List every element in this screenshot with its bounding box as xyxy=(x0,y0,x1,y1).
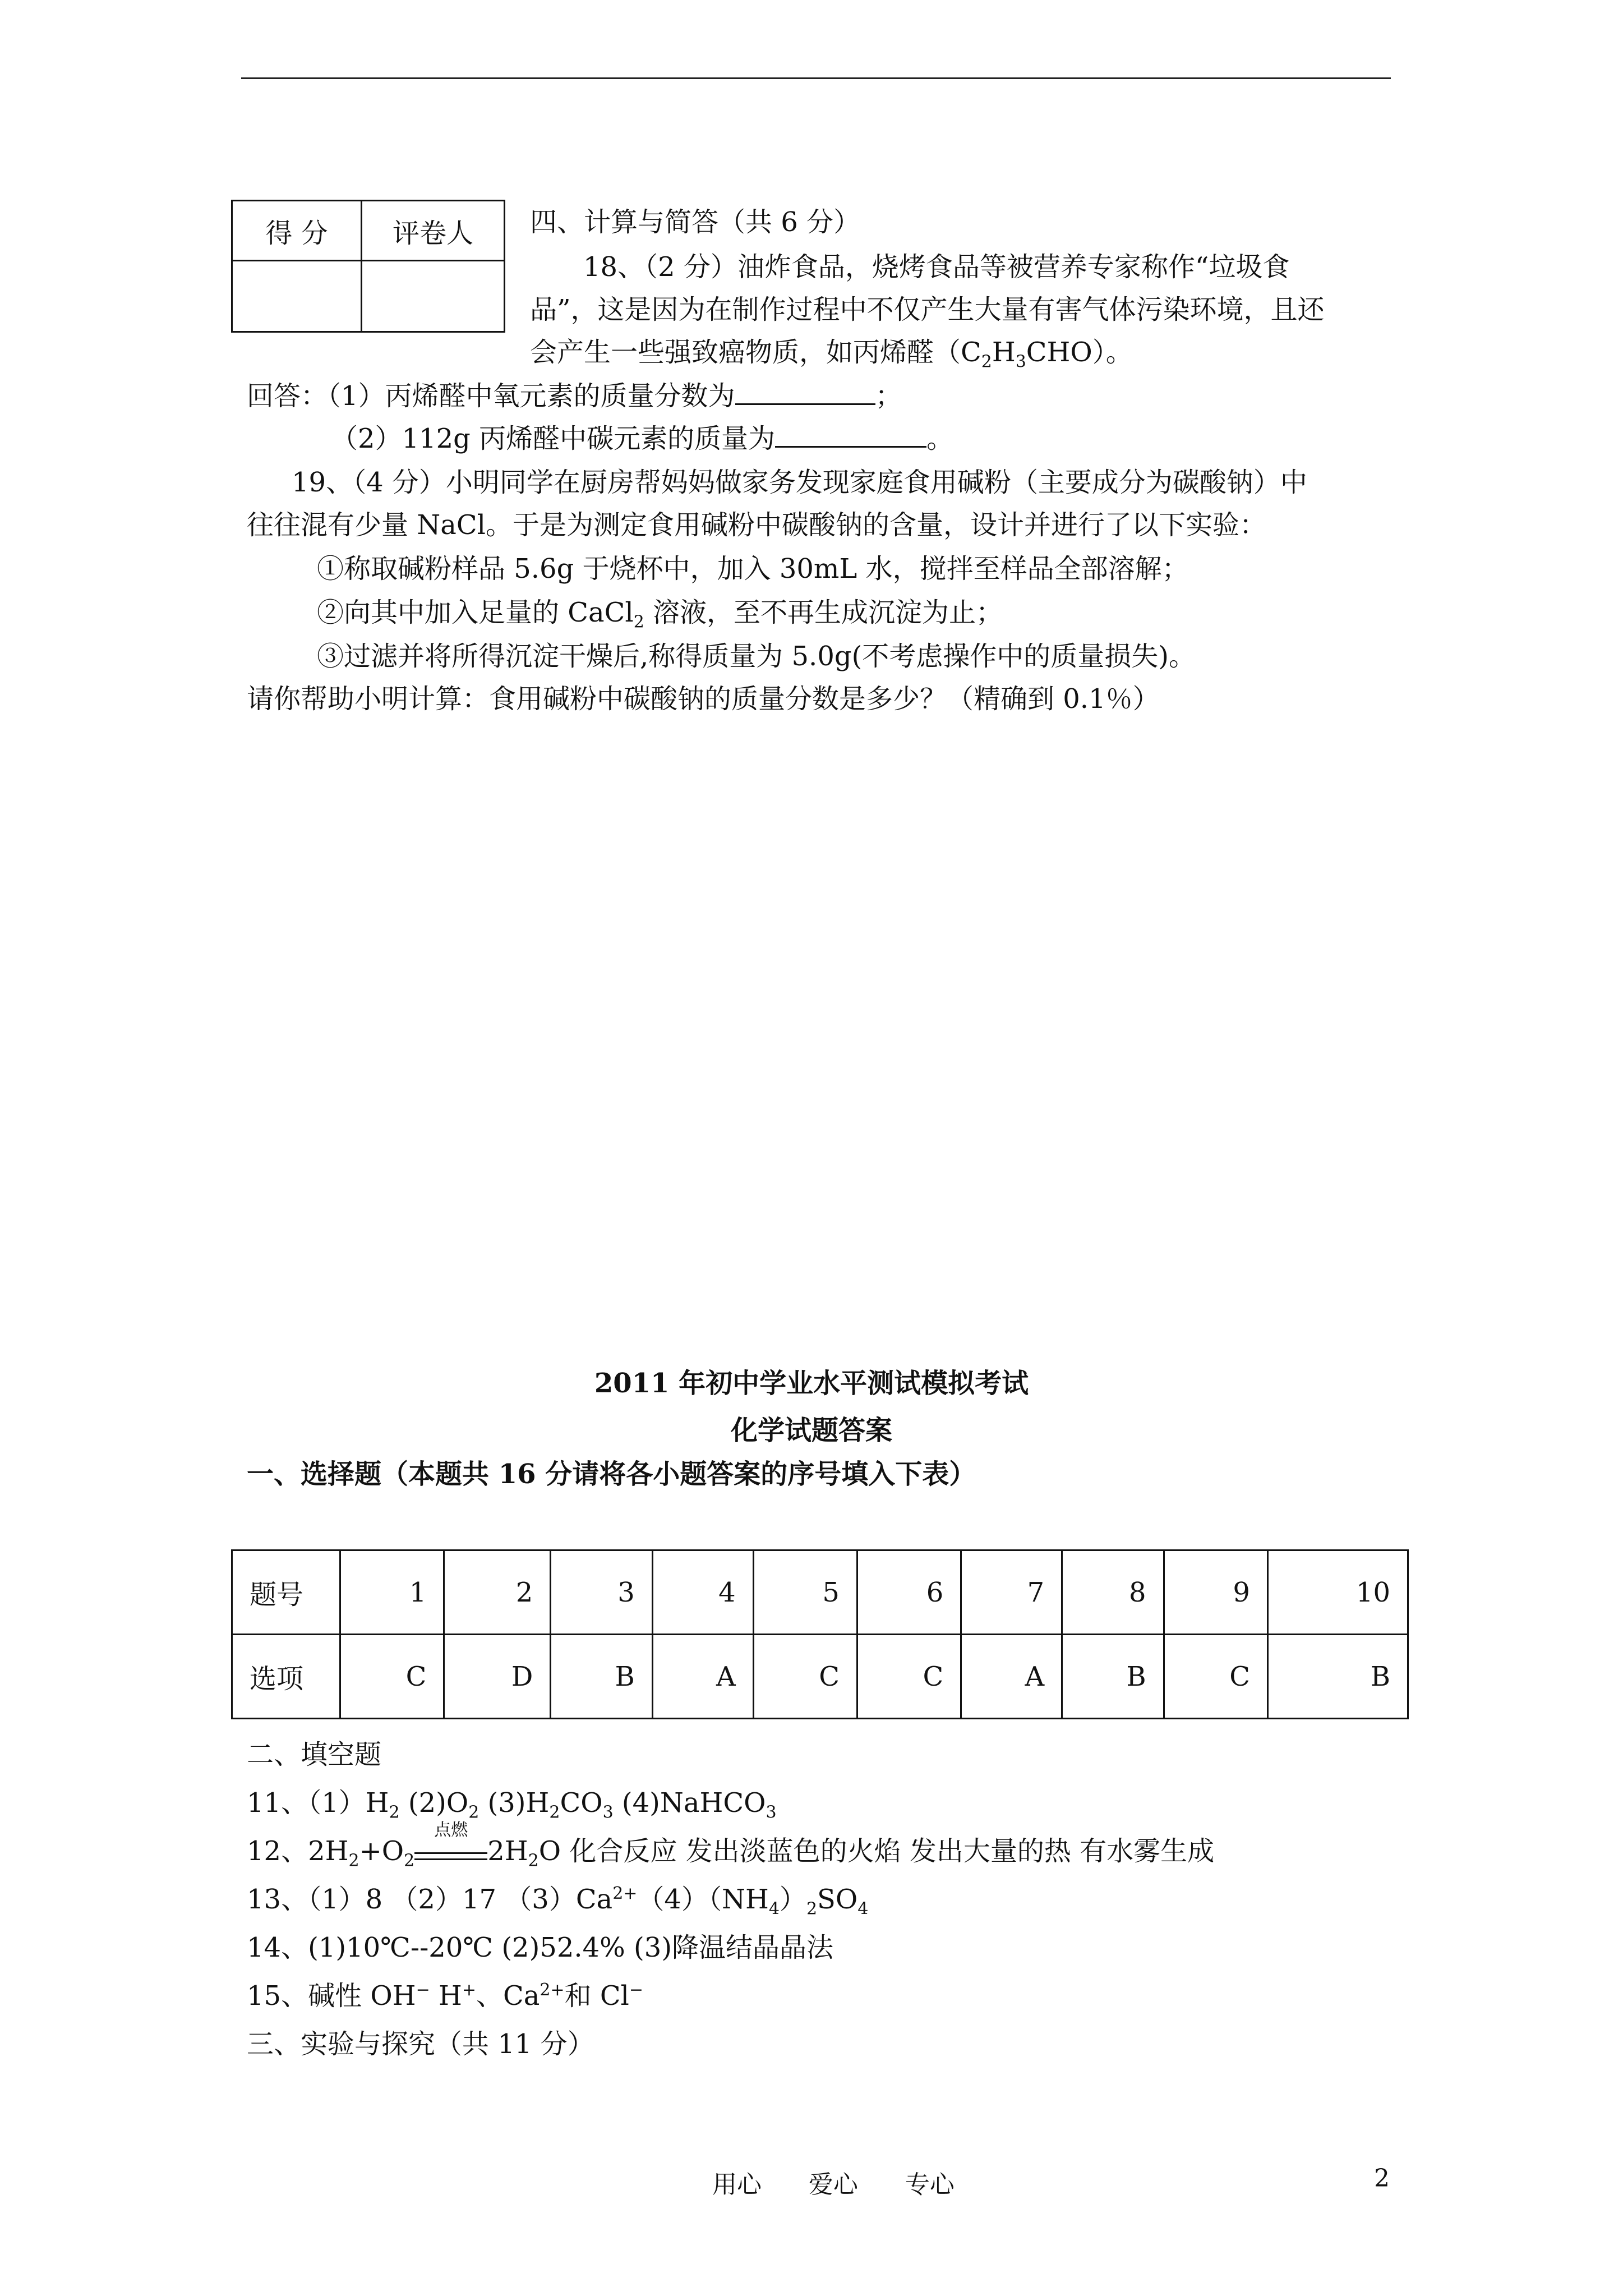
grader-value-cell[interactable] xyxy=(362,261,505,332)
q18-answer2: （2）112g 丙烯醛中碳元素的质量为 。 xyxy=(331,423,954,454)
number-cell: 4 xyxy=(652,1550,753,1635)
choice-cell: C xyxy=(1164,1635,1267,1719)
answers-subtitle: 化学试题答案 xyxy=(730,1415,892,1446)
answer-12: 12、$2H_2+O_2$ 点燃 $2H_2O$ 化合反应 发出淡蓝色的火焰 发出大量的热 有水雾生成 xyxy=(247,1820,1215,1871)
section2-title: 二、填空题 xyxy=(247,1739,382,1770)
q18-line2: 品”，这是因为在制作过程中不仅产生大量有害气体污染环境，且还 xyxy=(530,294,1325,325)
choice-cell: B xyxy=(1062,1635,1164,1719)
choice-cell: B xyxy=(551,1635,652,1719)
section4-title: 四、计算与简答（共 6 分） xyxy=(530,206,861,238)
q18-line1: 18、（2 分）油炸食品，烧烤食品等被营养专家称作“垃圾食 xyxy=(583,251,1290,283)
q19-line2: 往往混有少量 NaCl。于是为测定食用碱粉中碳酸钠的含量，设计并进行了以下实验： xyxy=(247,509,1266,541)
page-number: 2 xyxy=(1374,2164,1390,2193)
table-row xyxy=(232,1550,1408,1635)
number-cell: 7 xyxy=(961,1550,1062,1635)
header-rule xyxy=(241,77,1391,79)
grader-label-cell: 评卷人 xyxy=(362,201,505,261)
q18-answer1-blank[interactable] xyxy=(735,381,875,405)
number-cell: 2 xyxy=(444,1550,551,1635)
q19-line1: 19、（4 分）小明同学在厨房帮妈妈做家务发现家庭食用碱粉（主要成分为碳酸钠）中 xyxy=(292,467,1307,498)
score-value-cell[interactable] xyxy=(232,261,362,332)
row-label-number: 题号 xyxy=(232,1550,340,1635)
score-table xyxy=(231,200,505,333)
choice-cell: C xyxy=(340,1635,444,1719)
answer-11: 11、$(1)H_2$ $(2)O_2$ $(3)H_2CO_3$ (4)NaHCO$_3$ xyxy=(247,1787,777,1823)
choice-cell: C xyxy=(857,1635,961,1719)
q18-answer2-blank[interactable] xyxy=(775,424,926,448)
score-label-cell: 得 分 xyxy=(232,201,362,261)
choice-cell: A xyxy=(961,1635,1062,1719)
choice-cell: D xyxy=(444,1635,551,1719)
choice-cell: A xyxy=(652,1635,753,1719)
answer-table xyxy=(231,1549,1409,1719)
answers-title: 2011 年初中学业水平测试模拟考试 xyxy=(594,1368,1029,1399)
q19-step3: ③过滤并将所得沉淀干燥后,称得质量为 5.0g(不考虑操作中的质量损失)。 xyxy=(317,641,1196,672)
number-cell: 6 xyxy=(857,1550,961,1635)
number-cell: 8 xyxy=(1062,1550,1164,1635)
choice-cell: B xyxy=(1267,1635,1408,1719)
q18-answer1: 回答：（1）丙烯醛中氧元素的质量分数为 ； xyxy=(247,380,902,412)
answer-13: 13、（1）8 （2）17 $(3)Ca^{2+}(4)(NH_4)_2SO_4$ xyxy=(247,1884,869,1919)
number-cell: 9 xyxy=(1164,1550,1267,1635)
table-row xyxy=(232,1635,1408,1719)
answer-15: 15、碱性 OH− H+、$Ca^{2+}$和 Cl− xyxy=(247,1980,644,2012)
number-cell: 10 xyxy=(1267,1550,1408,1635)
q18-line3: 会产生一些强致癌物质，如丙烯醛$(C_2H_3CHO)$。 xyxy=(530,337,1133,372)
number-cell: 3 xyxy=(551,1550,652,1635)
answer-14: 14、(1)10℃--20℃ (2)52.4% (3)降温结晶晶法 xyxy=(247,1932,834,1963)
q19-step1: ①称取碱粉样品 5.6g 于烧杯中，加入 30mL 水，搅拌至样品全部溶解； xyxy=(317,553,1189,585)
reaction-condition: 点燃 xyxy=(414,1838,487,1860)
footer-text: 用心 爱心 专心 xyxy=(712,2170,955,2199)
row-label-choice: 选项 xyxy=(232,1635,340,1719)
section1-title: 一、选择题（本题共 16 分请将各小题答案的序号填入下表） xyxy=(247,1458,976,1490)
number-cell: 1 xyxy=(340,1550,444,1635)
q19-step2: ②向其中加入足量的 CaCl$_2$ 溶液，至不再生成沉淀为止； xyxy=(317,597,1003,632)
section3-title: 三、实验与探究（共 11 分） xyxy=(247,2028,594,2060)
number-cell: 5 xyxy=(753,1550,857,1635)
q19-question: 请你帮助小明计算：食用碱粉中碳酸钠的质量分数是多少？（精确到 0.1％） xyxy=(247,683,1160,715)
choice-cell: C xyxy=(753,1635,857,1719)
